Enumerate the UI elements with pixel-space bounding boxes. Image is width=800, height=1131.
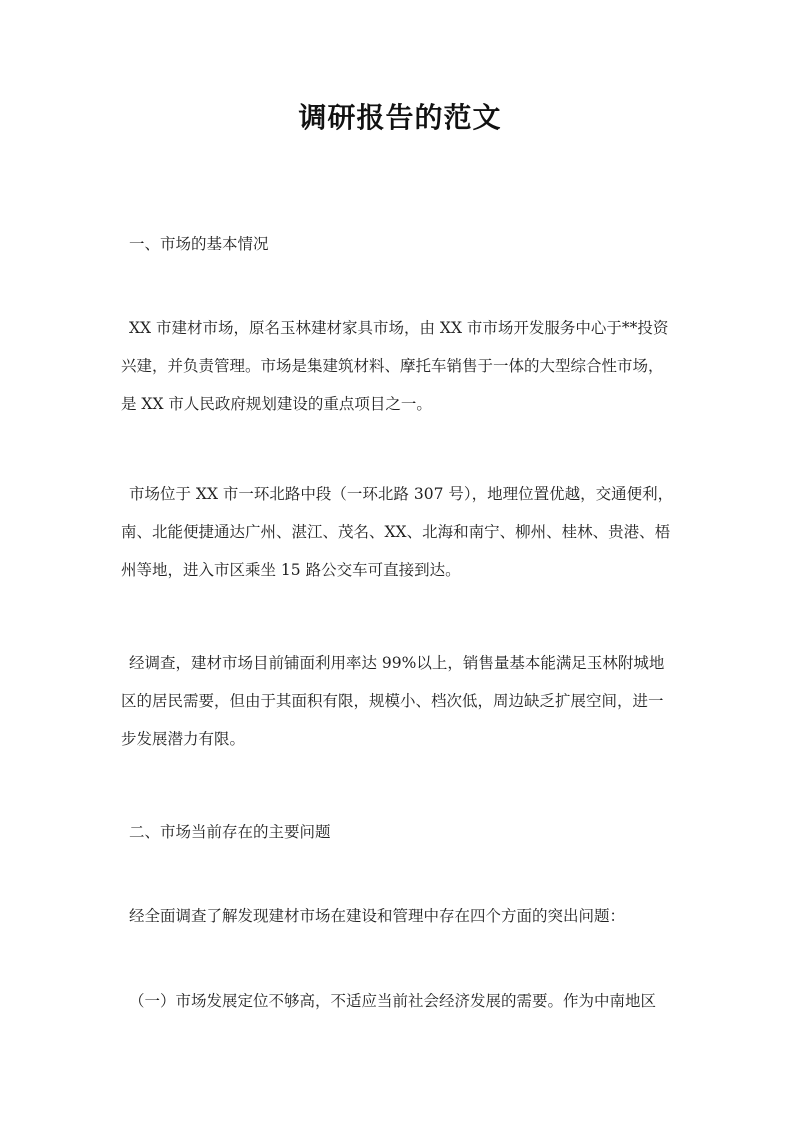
paragraph-2-line-3: 州等地，进入市区乘坐 15 路公交车可直接到达。 (121, 561, 461, 579)
document-title: 调研报告的范文 (298, 101, 502, 134)
paragraph-1-line-3: 是 XX 市人民政府规划建设的重点项目之一。 (121, 395, 432, 413)
section-heading-1: 一、市场的基本情况 (129, 235, 269, 253)
paragraph-3-line-3: 步发展潜力有限。 (121, 730, 246, 748)
paragraph-1-line-1: XX 市建材市场，原名玉林建材家具市场，由 XX 市市场开发服务中心于**投资 (129, 319, 669, 337)
paragraph-3-line-2: 区的居民需要，但由于其面积有限，规模小、档次低，周边缺乏扩展空间，进一 (121, 692, 664, 710)
paragraph-1 (121, 309, 683, 423)
paragraph-2 (121, 475, 683, 589)
section-heading-2: 二、市场当前存在的主要问题 (129, 823, 331, 841)
paragraph-1-line-2: 兴建，并负责管理。市场是集建筑材料、摩托车销售于一体的大型综合性市场， (121, 357, 664, 375)
paragraph-4: 经全面调查了解发现建材市场在建设和管理中存在四个方面的突出问题： (129, 907, 626, 925)
paragraph-3-line-1: 经调查，建材市场目前铺面利用率达 99%以上，销售量基本能满足玉林附城地 (129, 654, 665, 672)
paragraph-2-line-2: 南、北能便捷通达广州、湛江、茂名、XX、北海和南宁、柳州、桂林、贵港、梧 (121, 523, 671, 541)
paragraph-5: （一）市场发展定位不够高，不适应当前社会经济发展的需要。作为中南地区 (129, 992, 657, 1010)
paragraph-2-line-1: 市场位于 XX 市一环北路中段（一环北路 307 号），地理位置优越，交通便利， (129, 485, 674, 503)
paragraph-3 (121, 644, 683, 758)
